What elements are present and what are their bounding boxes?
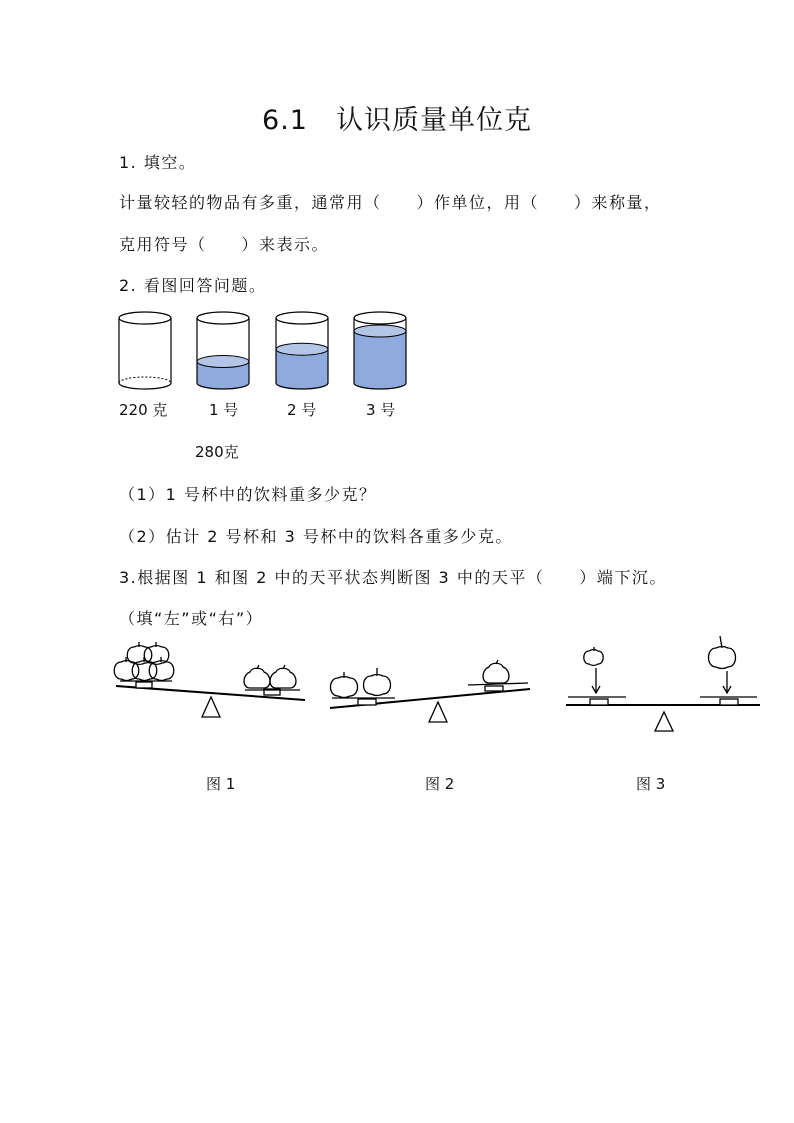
apple-icon [331,672,358,698]
q2-sub1: （1）1 号杯中的饮料重多少克？ [119,485,377,504]
apple-icon [584,647,604,666]
cup-label-1: 1 号 [209,401,239,419]
pear-icon [270,665,296,688]
cup-label-2: 2 号 [287,401,317,419]
apple-icon [149,657,174,681]
page-title: 6.1 认识质量单位克 [262,105,532,136]
balance-figure-3 [566,636,760,731]
figure-caption-2: 图 2 [425,775,455,793]
figure-caption-1: 图 1 [206,775,236,793]
cup-label-3: 3 号 [366,401,396,419]
apple-icon [364,668,391,696]
q1-line2: 克用符号（ ）来表示。 [119,235,330,254]
q3-hint: （填“左”或“右”） [119,609,264,628]
q1-heading: 1. 填空。 [119,153,197,172]
weight-note: 280克 [195,443,239,461]
balance-figure-1 [114,642,305,717]
pear-icon [483,660,509,683]
pear-icon [244,665,270,688]
q1-line1: 计量较轻的物品有多重，通常用（ ）作单位，用（ ）来称量， [119,193,662,212]
q2-heading: 2. 看图回答问题。 [119,276,267,295]
apple-icon [709,636,736,669]
cup-label-0: 220 克 [119,401,168,419]
balance-figure-2 [330,660,530,722]
q3-heading: 3.根据图 1 和图 2 中的天平状态判断图 3 中的天平（ ）端下沉。 [119,568,667,587]
figure-caption-3: 图 3 [636,775,666,793]
q2-sub2: （2）估计 2 号杯和 3 号杯中的饮料各重多少克。 [119,527,513,546]
